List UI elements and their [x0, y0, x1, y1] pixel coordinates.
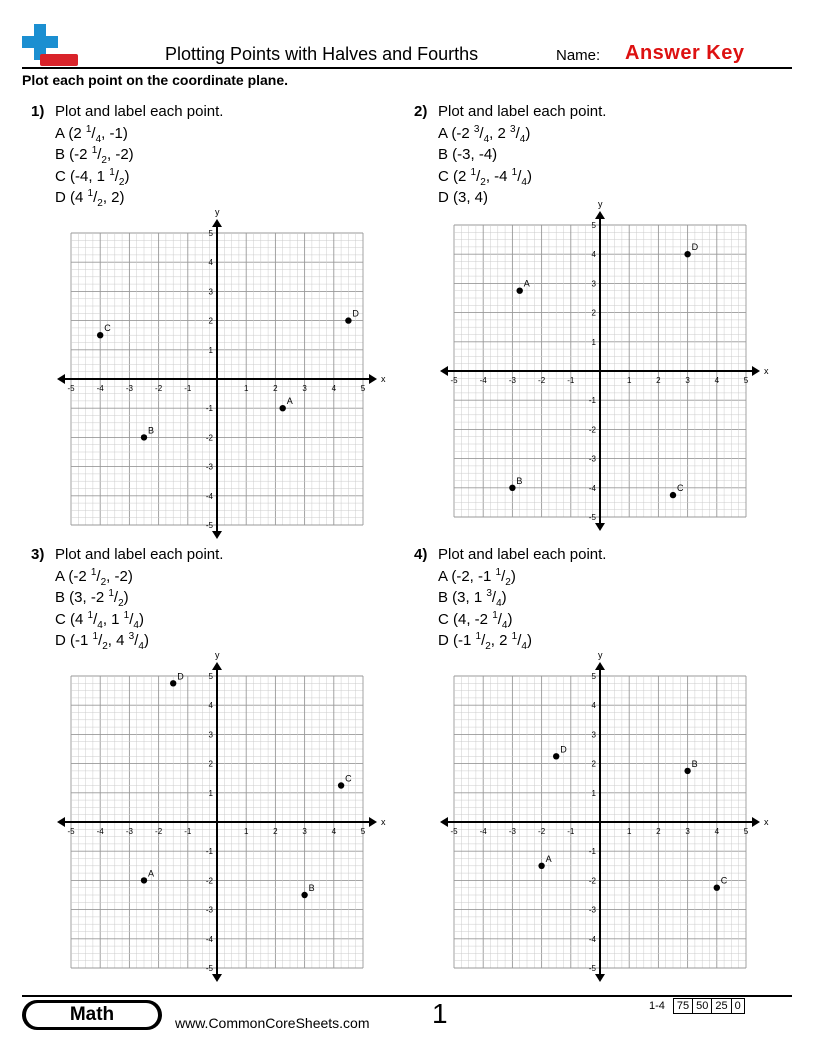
point-label-b: B — [516, 475, 523, 486]
point-marker-d — [345, 317, 351, 323]
problem-prompt: Plot and label each point. — [55, 103, 224, 120]
point-item-c: C (4, -2 $^1/_4$) — [438, 609, 513, 631]
x-tick-label: -2 — [538, 376, 546, 385]
x-tick-label: 3 — [685, 827, 690, 836]
y-tick-label: -2 — [205, 876, 213, 886]
x-axis-label: x — [764, 366, 769, 376]
point-item-a: A (-2, -1 $^1/_2$) — [438, 566, 516, 588]
x-axis-label: x — [764, 817, 769, 827]
coordinate-plane-1 — [55, 207, 386, 547]
x-tick-label: -5 — [450, 827, 458, 836]
score-range: 1-4 — [649, 1000, 665, 1012]
x-tick-label: -2 — [538, 827, 546, 836]
point-item-a: A (-2 $^3/_4$, 2 $^3/_4$) — [438, 123, 531, 145]
point-marker-c — [714, 885, 720, 891]
y-tick-label: 2 — [591, 759, 596, 769]
point-label-b: B — [148, 425, 155, 436]
y-tick-label: 1 — [208, 345, 213, 355]
point-item-b: B (-2 $^1/_2$, -2) — [55, 145, 134, 166]
x-tick-label: 5 — [743, 827, 749, 836]
x-tick-label: 1 — [243, 827, 249, 836]
point-marker-d — [684, 251, 690, 257]
point-marker-b — [141, 434, 147, 440]
problem-items — [55, 123, 134, 209]
point-item-b: B (-3, -4) — [438, 146, 498, 163]
problem-number: 2) — [414, 103, 428, 120]
score-cell: 25 — [712, 999, 731, 1014]
x-tick-label: 2 — [273, 384, 278, 393]
point-item-d: D (4 $^1/_2$, 2) — [55, 188, 125, 209]
point-marker-d — [170, 680, 176, 686]
x-tick-label: -2 — [155, 384, 163, 393]
y-axis-label: y — [215, 207, 220, 217]
x-tick-label: 3 — [685, 376, 690, 385]
y-tick-label: 4 — [591, 250, 596, 260]
y-tick-label: 3 — [591, 279, 596, 289]
y-axis-label: y — [598, 650, 603, 660]
problem-number: 3) — [31, 546, 45, 563]
problem-items — [55, 566, 149, 652]
point-label-d: D — [691, 242, 699, 253]
point-marker-c — [338, 782, 344, 788]
y-tick-label: -4 — [588, 934, 596, 944]
x-tick-label: -4 — [479, 827, 487, 836]
x-tick-label: 5 — [743, 376, 749, 385]
header-divider — [22, 67, 792, 69]
point-label-b: B — [308, 883, 315, 893]
website-url: www.CommonCoreSheets.com — [175, 1015, 370, 1031]
x-tick-label: 4 — [331, 384, 337, 393]
y-tick-label: 3 — [591, 730, 596, 740]
problem-number: 1) — [31, 103, 45, 120]
y-tick-label: 5 — [591, 672, 596, 681]
x-tick-label: -1 — [567, 376, 575, 385]
point-label-b: B — [691, 758, 698, 769]
x-tick-label: -4 — [96, 827, 104, 836]
problem-prompt: Plot and label each point. — [438, 546, 607, 563]
x-tick-label: 5 — [360, 384, 366, 393]
point-marker-b — [301, 892, 307, 898]
x-tick-label: -4 — [96, 384, 104, 393]
point-label-a: A — [523, 278, 530, 289]
x-axis-right-arrow-icon — [752, 366, 760, 376]
problem-prompt: Plot and label each point. — [438, 103, 607, 120]
y-tick-label: -3 — [588, 454, 596, 464]
footer-divider — [22, 995, 792, 997]
y-tick-label: 5 — [208, 229, 213, 238]
instructions: Plot each point on the coordinate plane. — [22, 72, 289, 88]
y-tick-label: 1 — [208, 788, 213, 798]
x-axis-left-arrow-icon — [440, 817, 448, 827]
y-tick-label: -3 — [205, 462, 213, 472]
x-tick-label: 2 — [656, 376, 661, 385]
y-axis-down-arrow-icon — [212, 531, 222, 539]
y-tick-label: -3 — [205, 905, 213, 915]
x-tick-label: 1 — [626, 376, 632, 385]
y-tick-label: -5 — [205, 964, 213, 973]
y-tick-label: -5 — [588, 964, 596, 973]
y-tick-label: 4 — [208, 701, 213, 711]
point-marker-b — [509, 485, 515, 491]
y-axis-label: y — [215, 650, 220, 660]
y-tick-label: 3 — [208, 287, 213, 297]
score-cell: 0 — [731, 999, 744, 1014]
y-tick-label: -4 — [205, 491, 213, 501]
point-item-d: D (-1 $^1/_2$, 2 $^1/_4$) — [438, 631, 532, 652]
x-tick-label: 3 — [302, 384, 307, 393]
y-tick-label: -1 — [205, 847, 213, 857]
x-tick-label: -5 — [67, 384, 75, 393]
x-tick-label: -5 — [67, 827, 75, 836]
worksheet-title: Plotting Points with Halves and Fourths — [165, 44, 479, 64]
y-tick-label: -4 — [205, 934, 213, 944]
x-axis-label: x — [381, 817, 386, 827]
y-tick-label: -5 — [205, 521, 213, 530]
point-label-d: D — [177, 671, 184, 682]
x-tick-label: 2 — [656, 827, 661, 836]
point-item-c: C (2 $^1/_2$, -4 $^1/_4$) — [438, 166, 532, 188]
point-label-d: D — [560, 744, 567, 755]
point-marker-c — [670, 492, 676, 498]
point-marker-a — [517, 288, 523, 294]
y-tick-label: 2 — [208, 316, 213, 326]
y-tick-label: 1 — [591, 788, 596, 798]
y-axis-up-arrow-icon — [212, 219, 222, 227]
score-cell: 75 — [673, 999, 692, 1014]
page-number: 1 — [432, 998, 448, 1029]
x-axis-left-arrow-icon — [57, 374, 65, 384]
point-marker-a — [280, 405, 286, 411]
problem-items — [438, 566, 532, 652]
y-axis-up-arrow-icon — [595, 662, 605, 670]
x-tick-label: 1 — [243, 384, 249, 393]
point-item-d: D (-1 $^1/_2$, 4 $^3/_4$) — [55, 631, 149, 652]
y-axis-down-arrow-icon — [212, 974, 222, 982]
point-item-c: C (-4, 1 $^1/_2$) — [55, 166, 130, 188]
subject-badge — [22, 1000, 162, 1030]
point-label-a: A — [148, 868, 155, 879]
point-item-b: B (3, -2 $^1/_2$) — [55, 588, 129, 609]
point-item-b: B (3, 1 $^3/_4$) — [438, 588, 507, 609]
point-marker-d — [553, 753, 559, 759]
y-axis-down-arrow-icon — [595, 974, 605, 982]
point-label-a: A — [286, 396, 293, 407]
name-label: Name: — [556, 47, 601, 64]
point-label-c: C — [720, 875, 728, 886]
point-label-a: A — [545, 853, 552, 864]
x-tick-label: -3 — [508, 827, 516, 836]
point-item-c: C (4 $^1/_4$, 1 $^1/_4$) — [55, 609, 144, 631]
x-tick-label: 4 — [331, 827, 337, 836]
x-tick-label: -1 — [567, 827, 575, 836]
x-tick-label: -1 — [184, 384, 192, 393]
y-tick-label: -1 — [588, 396, 596, 406]
x-tick-label: 4 — [714, 827, 720, 836]
y-tick-label: -4 — [588, 483, 596, 493]
y-tick-label: 5 — [591, 221, 596, 230]
point-marker-c — [97, 332, 103, 338]
x-tick-label: -5 — [450, 376, 458, 385]
y-axis-label: y — [598, 199, 603, 209]
x-tick-label: 3 — [302, 827, 307, 836]
x-tick-label: 2 — [273, 827, 278, 836]
point-item-a: A (2 $^1/_4$, -1) — [55, 123, 128, 145]
score-cell: 50 — [693, 999, 712, 1014]
y-tick-label: -1 — [205, 404, 213, 414]
answer-key-label: Answer Key — [625, 42, 745, 64]
y-tick-label: -5 — [588, 513, 596, 522]
coordinate-plane-4 — [438, 650, 769, 990]
x-tick-label: 4 — [714, 376, 720, 385]
y-tick-label: 2 — [591, 308, 596, 318]
y-tick-label: 2 — [208, 759, 213, 769]
point-label-c: C — [104, 323, 111, 334]
point-marker-a — [141, 877, 147, 883]
x-axis-label: x — [381, 374, 386, 384]
subject-label: Math — [26, 1003, 158, 1027]
y-axis-up-arrow-icon — [595, 211, 605, 219]
x-tick-label: -1 — [184, 827, 192, 836]
y-tick-label: 4 — [591, 701, 596, 711]
x-tick-label: -3 — [508, 376, 516, 385]
x-axis-left-arrow-icon — [57, 817, 65, 827]
y-axis-up-arrow-icon — [212, 662, 222, 670]
x-axis-right-arrow-icon — [369, 817, 377, 827]
coordinate-plane-3 — [55, 650, 386, 990]
x-axis-right-arrow-icon — [369, 374, 377, 384]
site-logo-icon — [22, 22, 78, 68]
point-label-c: C — [345, 773, 352, 784]
point-item-a: A (-2 $^1/_2$, -2) — [55, 566, 133, 588]
x-tick-label: -4 — [479, 376, 487, 385]
y-tick-label: -2 — [588, 876, 596, 886]
x-tick-label: 1 — [626, 827, 632, 836]
x-tick-label: 5 — [360, 827, 366, 836]
y-tick-label: -2 — [588, 425, 596, 435]
problem-items — [438, 123, 532, 209]
score-table — [646, 998, 745, 1014]
y-tick-label: 3 — [208, 730, 213, 740]
y-tick-label: 4 — [208, 258, 213, 268]
point-marker-b — [684, 768, 690, 774]
x-tick-label: -3 — [125, 384, 133, 393]
point-item-d: D (3, 4) — [438, 189, 489, 206]
x-axis-left-arrow-icon — [440, 366, 448, 376]
problem-prompt: Plot and label each point. — [55, 546, 224, 563]
y-tick-label: -1 — [588, 847, 596, 857]
x-tick-label: -3 — [125, 827, 133, 836]
y-axis-down-arrow-icon — [595, 523, 605, 531]
y-tick-label: -3 — [588, 905, 596, 915]
point-marker-a — [538, 863, 544, 869]
y-tick-label: -2 — [205, 433, 213, 443]
x-tick-label: -2 — [155, 827, 163, 836]
coordinate-plane-2 — [438, 199, 769, 539]
x-axis-right-arrow-icon — [752, 817, 760, 827]
y-tick-label: 5 — [208, 672, 213, 681]
problem-number: 4) — [414, 546, 428, 563]
point-label-d: D — [352, 308, 359, 319]
point-label-c: C — [677, 483, 684, 494]
y-tick-label: 1 — [591, 337, 596, 347]
